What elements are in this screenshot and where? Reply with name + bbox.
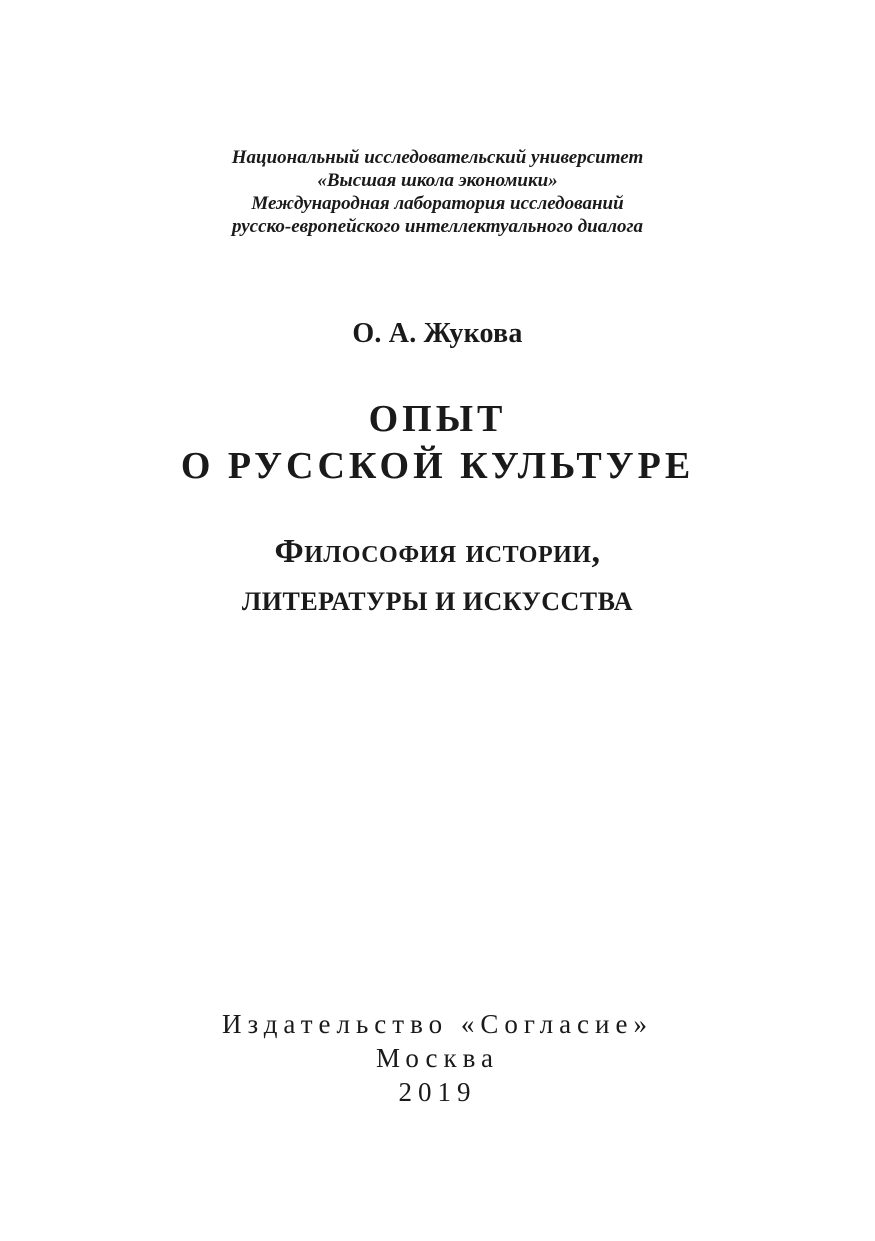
author-name: О. А. Жукова bbox=[352, 318, 523, 349]
subtitle-line-2: ЛИТЕРАТУРЫ И ИСКУССТВА bbox=[241, 587, 634, 616]
book-title-line: О РУССКОЙ КУЛЬТУРЕ bbox=[180, 445, 695, 487]
publisher-name: Издательство «Согласие» bbox=[222, 1009, 653, 1039]
institution-line: Международная лаборатория исследований bbox=[251, 193, 624, 214]
institution-line: русско-европейского интеллектуального диалога bbox=[231, 216, 644, 237]
publication-city: Москва bbox=[376, 1043, 499, 1073]
institution-line: «Высшая школа экономики» bbox=[317, 170, 558, 191]
institution-line: Национальный исследовательский университет bbox=[231, 147, 644, 168]
book-title-line: ОПЫТ bbox=[368, 398, 507, 440]
subtitle-line-1: Философия истории, bbox=[274, 533, 601, 570]
publication-year: 2019 bbox=[398, 1077, 477, 1107]
imprint-block bbox=[0, 1007, 875, 1109]
book-title bbox=[0, 396, 875, 490]
institution-block bbox=[0, 146, 875, 238]
